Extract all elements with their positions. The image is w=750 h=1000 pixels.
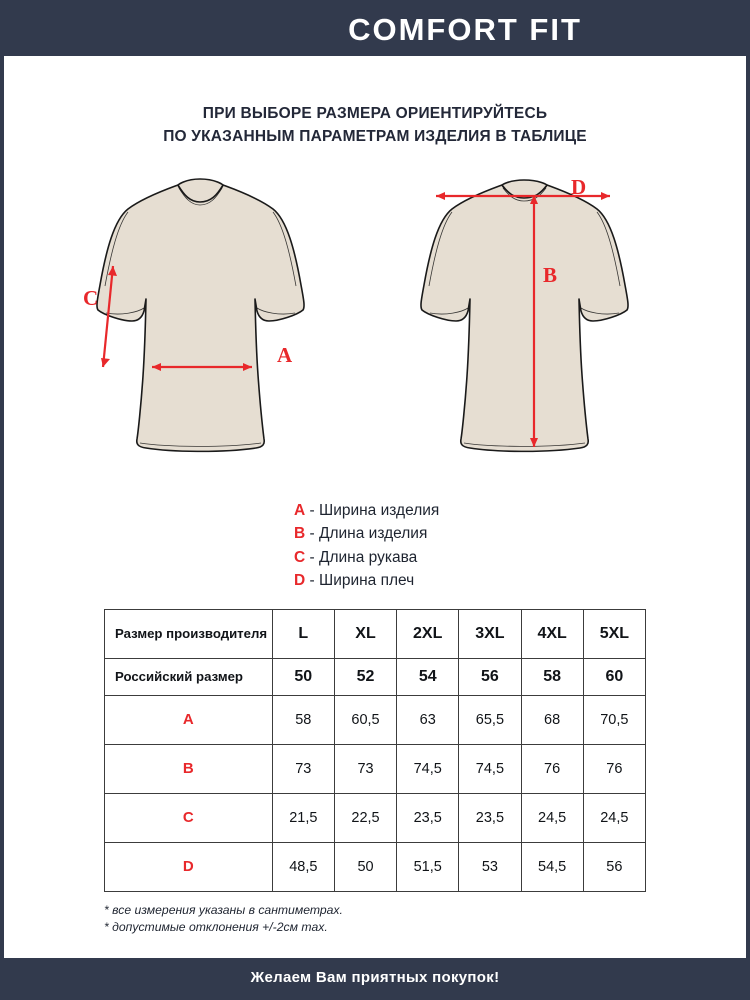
legend-text: Ширина плеч bbox=[318, 572, 415, 590]
legend-text: Длина изделия bbox=[318, 525, 428, 543]
legend-text: Длина рукава bbox=[318, 548, 418, 566]
measurement-label: A bbox=[105, 695, 273, 744]
manufacturer-size-cell: L bbox=[272, 609, 334, 658]
label-a-front: A bbox=[277, 342, 293, 367]
measurement-cell: 22,5 bbox=[334, 793, 396, 842]
measurement-cell: 58 bbox=[272, 695, 334, 744]
manufacturer-size-cell: 4XL bbox=[521, 609, 583, 658]
notes bbox=[104, 902, 646, 937]
russian-size-cell: 60 bbox=[583, 658, 645, 695]
measurement-cell: 24,5 bbox=[583, 793, 645, 842]
manufacturer-size-cell: 3XL bbox=[459, 609, 521, 658]
legend-item bbox=[294, 546, 746, 570]
manufacturer-size-cell: XL bbox=[334, 609, 396, 658]
russian-size-cell: 52 bbox=[334, 658, 396, 695]
tshirt-back-illustration bbox=[394, 171, 694, 476]
table-row-russian bbox=[105, 658, 646, 695]
label-c-front: C bbox=[83, 285, 99, 310]
measurement-cell: 70,5 bbox=[583, 695, 645, 744]
legend-key: B bbox=[294, 525, 306, 543]
note-line-1: * все измерения указаны в сантиметрах. bbox=[104, 902, 343, 917]
instructions-line-2: ПО УКАЗАННЫМ ПАРАМЕТРАМ ИЗДЕЛИЯ В ТАБЛИЦЕ bbox=[163, 128, 587, 146]
measurement-cell: 76 bbox=[583, 744, 645, 793]
table-row-measurement bbox=[105, 842, 646, 891]
measurement-label: D bbox=[105, 842, 273, 891]
measurement-cell: 51,5 bbox=[397, 842, 459, 891]
footer-text: Желаем Вам приятных покупок! bbox=[250, 968, 500, 986]
measurement-cell: 53 bbox=[459, 842, 521, 891]
measurement-cell: 50 bbox=[334, 842, 396, 891]
row-label-russian: Российский размер bbox=[105, 658, 273, 695]
measurement-cell: 65,5 bbox=[459, 695, 521, 744]
measurement-cell: 74,5 bbox=[397, 744, 459, 793]
tshirt-front-illustration bbox=[66, 171, 366, 476]
measurement-label: B bbox=[105, 744, 273, 793]
note-line-2: * допустимые отклонения +/-2см max. bbox=[104, 920, 328, 935]
measurement-cell: 60,5 bbox=[334, 695, 396, 744]
header-bar bbox=[4, 4, 746, 56]
measurement-label: C bbox=[105, 793, 273, 842]
measurement-cell: 73 bbox=[272, 744, 334, 793]
measurement-cell: 54,5 bbox=[521, 842, 583, 891]
measurement-cell: 24,5 bbox=[521, 793, 583, 842]
measurement-cell: 76 bbox=[521, 744, 583, 793]
measurement-cell: 74,5 bbox=[459, 744, 521, 793]
legend-item bbox=[294, 569, 746, 593]
legend-item bbox=[294, 522, 746, 546]
measurement-cell: 21,5 bbox=[272, 793, 334, 842]
manufacturer-size-cell: 5XL bbox=[583, 609, 645, 658]
diagram-area bbox=[4, 171, 746, 491]
russian-size-cell: 50 bbox=[272, 658, 334, 695]
instructions-line-1: ПРИ ВЫБОРЕ РАЗМЕРА ОРИЕНТИРУЙТЕСЬ bbox=[202, 105, 548, 122]
page-title: COMFORT FIT bbox=[348, 12, 582, 47]
table-row-measurement bbox=[105, 744, 646, 793]
label-d-back: D bbox=[571, 174, 587, 199]
measurement-cell: 68 bbox=[521, 695, 583, 744]
footer-bar bbox=[4, 958, 746, 996]
russian-size-cell: 58 bbox=[521, 658, 583, 695]
size-table bbox=[104, 609, 646, 892]
legend-dash: - bbox=[305, 525, 319, 543]
table-row-measurement bbox=[105, 695, 646, 744]
measurement-cell: 73 bbox=[334, 744, 396, 793]
legend-key: D bbox=[294, 572, 306, 590]
row-label-manufacturer: Размер производителя bbox=[105, 609, 273, 658]
tshirt-front-svg bbox=[66, 171, 366, 471]
measurement-cell: 23,5 bbox=[459, 793, 521, 842]
measurement-cell: 63 bbox=[397, 695, 459, 744]
measurement-cell: 48,5 bbox=[272, 842, 334, 891]
legend-dash: - bbox=[305, 548, 319, 566]
russian-size-cell: 54 bbox=[397, 658, 459, 695]
legend bbox=[4, 499, 746, 593]
size-table-wrap bbox=[104, 609, 646, 892]
tshirt-back-svg bbox=[394, 171, 694, 471]
legend-key: C bbox=[294, 548, 306, 566]
instructions bbox=[4, 102, 746, 149]
measurement-cell: 23,5 bbox=[397, 793, 459, 842]
label-b-back: B bbox=[543, 262, 558, 287]
measurement-cell: 56 bbox=[583, 842, 645, 891]
russian-size-cell: 56 bbox=[459, 658, 521, 695]
table-row-measurement bbox=[105, 793, 646, 842]
legend-item bbox=[294, 499, 746, 523]
legend-text: Ширина изделия bbox=[318, 501, 440, 519]
manufacturer-size-cell: 2XL bbox=[397, 609, 459, 658]
legend-key: A bbox=[294, 501, 306, 519]
legend-dash: - bbox=[305, 572, 319, 590]
legend-dash: - bbox=[305, 501, 319, 519]
table-row-manufacturer bbox=[105, 609, 646, 658]
